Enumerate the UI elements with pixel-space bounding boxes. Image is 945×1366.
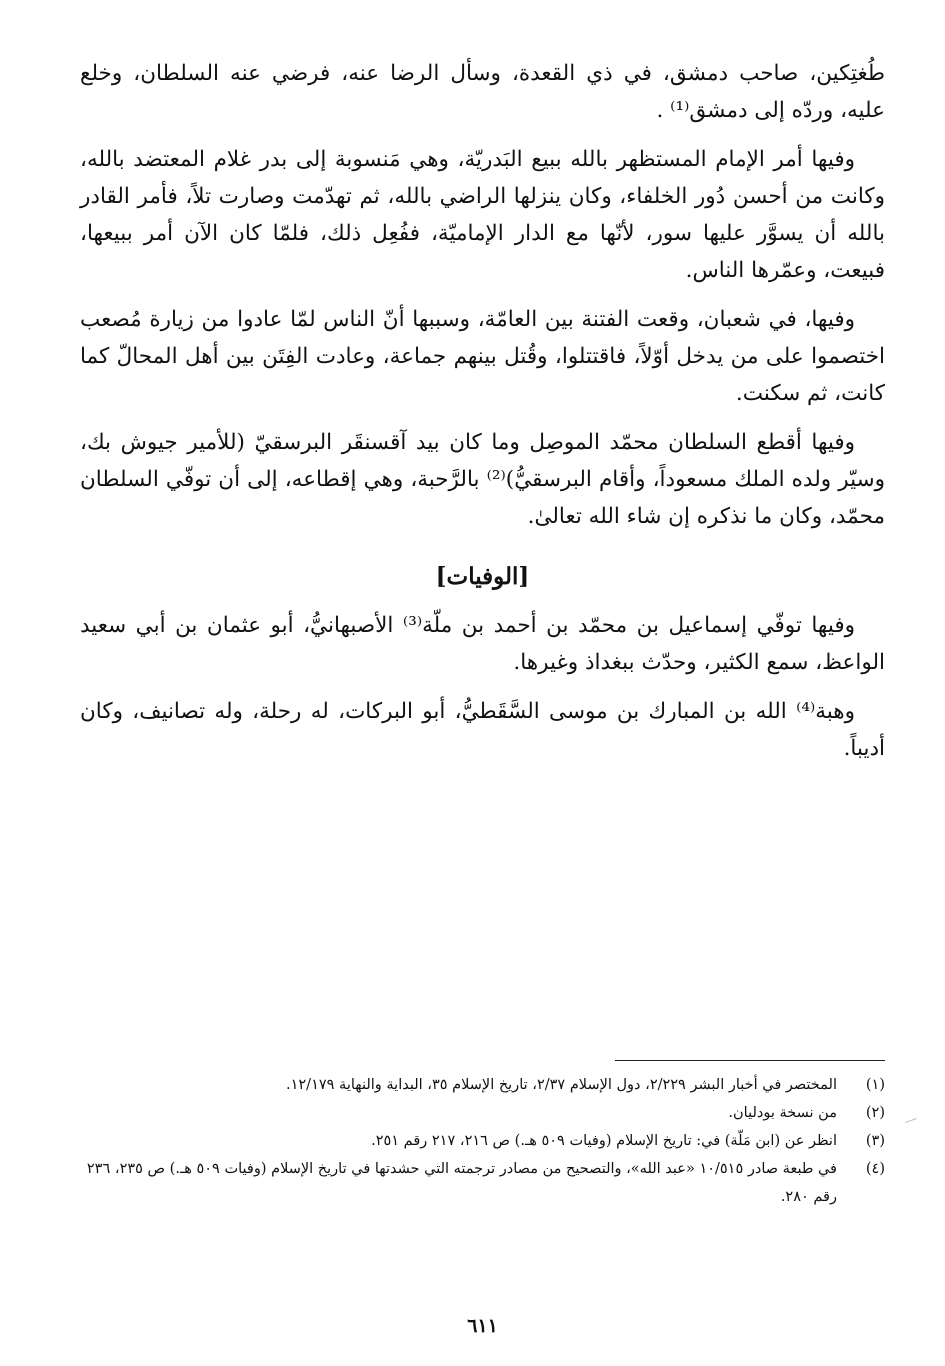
footnote-text: في طبعة صادر ١٠/٥١٥ «عبد الله»، والتصحيح من مصادر ترجمته التي حشدتها في تاريخ الإسلام (وفيات ٥٠٩ هـ.) ص ٢٣٥، ٢٣٦ رقم ٢٨٠. [86,1161,837,1205]
section-title-obituaries: [الوفيات] [435,563,530,590]
paragraph-continuation: طُغتِكين، صاحب دمشق، في ذي القعدة، وسأل الرضا عنه، فرضي عنه السلطان، وخلع عليه، وردّه إلى دمشق⁽¹⁾ . [80,61,885,123]
footnote-divider [615,1060,885,1061]
margin-mark [905,1118,917,1123]
footnote-number: (١) [865,1077,885,1093]
book-page [80,55,885,1366]
footnote-number: (٢) [865,1105,885,1121]
footnote-4 [80,1155,885,1211]
paragraph-badriyya: وفيها أمر الإمام المستظهر بالله ببيع البَدريّة، وهي مَنسوبة إلى بدر غلام المعتضد بالله، وكانت من أحسن دُور الخلفاء، وكان ينزلها الراضي بالله، ثم تهدّمت وصارت تلاً، فأمر القادر بالله أن يسوَّر عليها سور، لأنّها مع الدار الإماميّة، ففُعِل ذلك، فلمّا كان الآن أمر ببيعها، فبيعت، وعمّرها الناس. [80,147,885,283]
paragraph-shaban-fitna: وفيها، في شعبان، وقعت الفتنة بين العامّة، وسببها أنّ الناس لمّا عادوا من زيارة مُصعب اختصموا على من يدخل أوّلاً، فاقتتلوا، وقُتل بينهم جماعة، وعادت الفِتَن بين أهل المحالّ كما كانت، ثم سكنت. [80,307,885,406]
footnote-1 [80,1071,885,1099]
footnote-3 [80,1127,885,1155]
footnote-text: انظر عن (ابن مَلّة) في: تاريخ الإسلام (وفيات ٥٠٩ هـ.) ص ٢١٦، ٢١٧ رقم ٢٥١. [371,1133,837,1149]
footnote-text: من نسخة بودليان. [728,1105,837,1121]
footnote-text: المختصر في أخبار البشر ٢/٢٢٩، دول الإسلام ٢/٣٧، تاريخ الإسلام ٣٥، البداية والنهاية ١٢/١٧٩. [286,1077,837,1093]
footnote-number: (٤) [865,1161,885,1177]
obituary-ismail: وفيها توفّي إسماعيل بن محمّد بن أحمد بن ملّة⁽³⁾ الأصبهانيُّ، أبو عثمان بن أبي سعيد الواعظ، سمع الكثير، وحدّث ببغداذ وغيرها. [80,613,885,675]
page-number: ٦١١ [467,1315,498,1337]
footnote-2 [80,1099,885,1127]
obituary-hibatullah: وهبة⁽⁴⁾ الله بن المبارك بن موسى السَّقَطيُّ، أبو البركات، له رحلة، وله تصانيف، وكان أديباً. [80,699,885,761]
footnotes [80,1060,885,1211]
footnote-number: (٣) [865,1133,885,1149]
paragraph-mosul: وفيها أقطع السلطان محمّد الموصِل وما كان بيد آقسنقَر البرسقيّ (للأمير جيوش بك، وسيّر ولده الملك مسعوداً، وأقام البرسقيُّ)⁽²⁾ بالرَّحبة، وهي إقطاعه، إلى أن توفّي السلطان محمّد، وكان ما نذكره إن شاء الله تعالىٰ. [80,430,886,529]
